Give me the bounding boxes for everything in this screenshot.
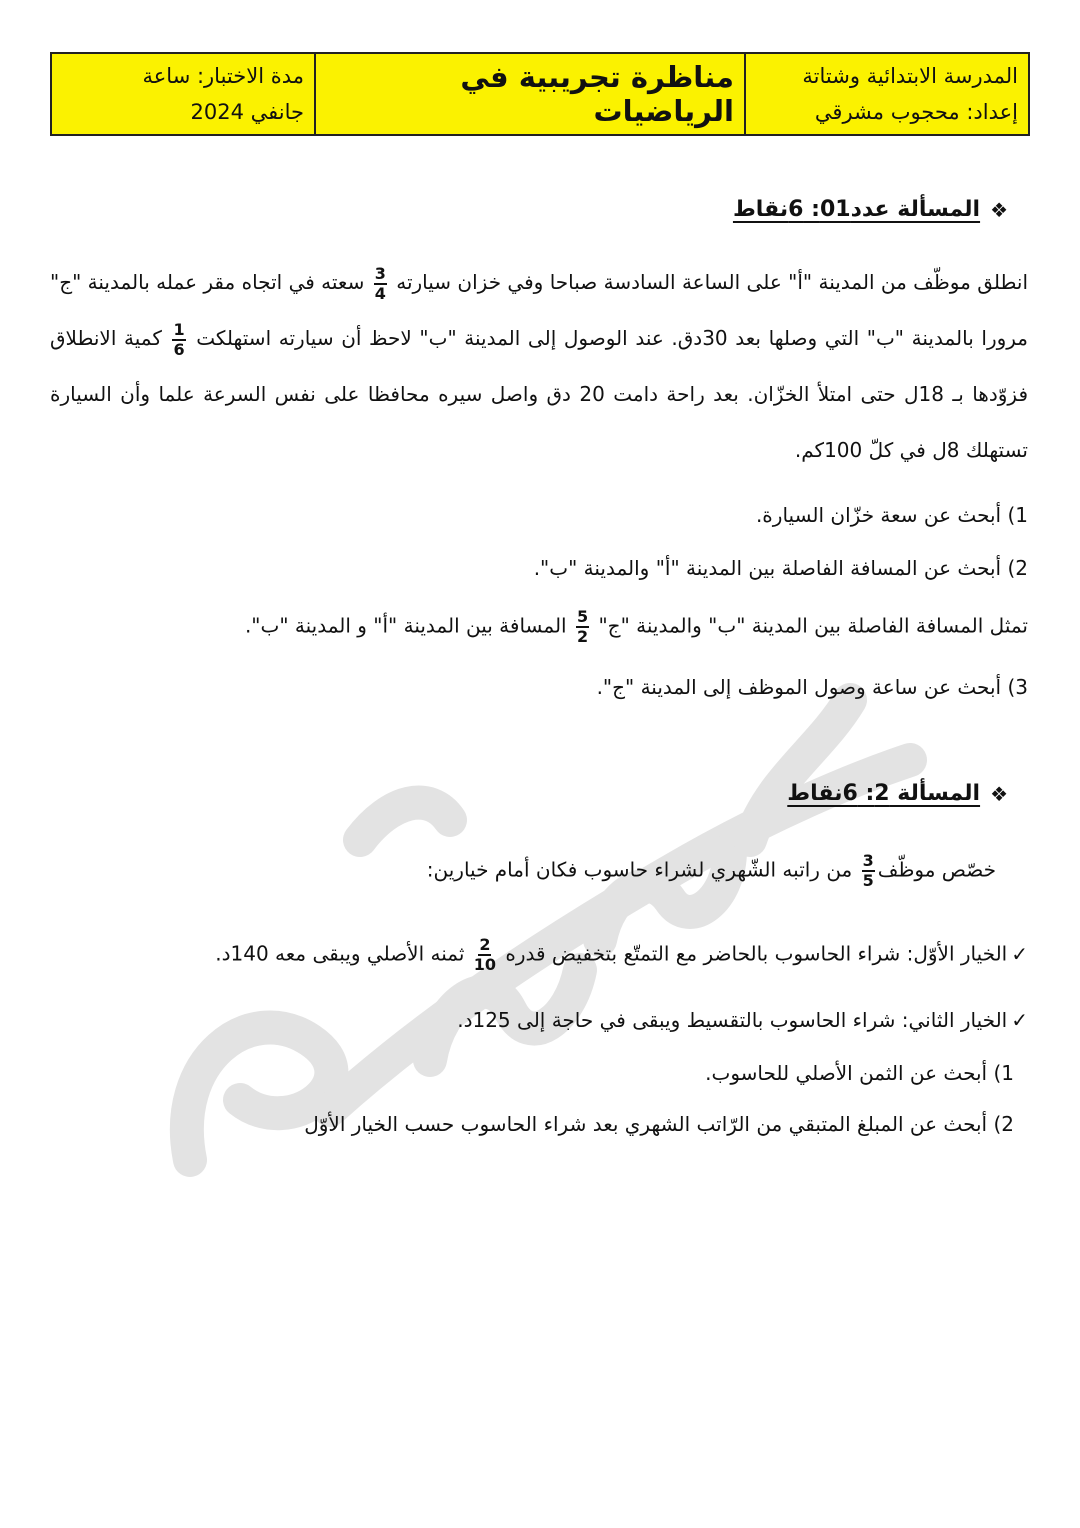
problem1-question2: 2) أبحث عن المسافة الفاصلة بين المدينة "أ" والمدينة "ب". — [533, 556, 1028, 580]
problem2-intro: خصّص موظّف $\frac{3}{5}$ من راتبه الشّهري لشراء حاسوب فكان أمام خيارين: — [426, 851, 996, 890]
problem1-question1: 1) أبحث عن سعة خزّان السيارة. — [755, 503, 1028, 527]
duration-cell — [52, 54, 314, 134]
diamond-bullet-icon: ❖ — [990, 197, 1008, 222]
fraction-three-fifths: $\frac{3}{5}$ — [862, 851, 874, 890]
problem1-text-a: انطلق موظّف من المدينة "أ" على الساعة السادسة صباحا وفي خزان سيارته — [396, 270, 1029, 294]
school-info-cell — [744, 54, 1028, 134]
fraction-two-tenths: $\frac{2}{10}$ — [473, 935, 497, 974]
problem2-question1: 1) أبحث عن الثمن الأصلي للحاسوب. — [705, 1061, 1014, 1085]
problem1-text-b: سعته في اتجاه مقر عمله بالمدينة "ج" مرورا بالمدينة "ب" التي وصلها بعد 30دق. عند الوصول إلى المدينة "ب" لاحظ أن سيارته استهلكت — [50, 270, 1029, 350]
exam-title: مناظرة تجريبية في الرياضيات — [460, 60, 734, 128]
fraction-three-quarters: $\frac{3}{4}$ — [374, 263, 386, 303]
prepared-by: إعداد: محجوب مشرقي — [814, 100, 1018, 124]
problem2-question2: 2) أبحث عن المبلغ المتبقي من الرّاتب الشهري بعد شراء الحاسوب حسب الخيار الأوّل — [304, 1112, 1014, 1136]
problem2-heading — [787, 781, 1008, 806]
problem1-statement — [50, 254, 1028, 478]
exam-title-cell — [314, 54, 744, 134]
problem1-statement-distance: تمثل المسافة الفاصلة بين المدينة "ب" والمدينة "ج" $\frac{5}{2}$ المسافة بين المدينة "أ" و المدينة "ب". — [244, 607, 1028, 646]
problem1-heading — [733, 197, 1008, 222]
check-mark-icon: ✓ — [1011, 1008, 1028, 1032]
problem1-heading-label: المسألة عدد01: 6نقاط — [732, 197, 981, 222]
fraction-one-sixth: $\frac{1}{6}$ — [173, 319, 185, 359]
exam-header — [50, 52, 1030, 136]
problem1-question3: 3) أبحث عن ساعة وصول الموظف إلى المدينة "ج". — [596, 675, 1028, 699]
diamond-bullet-icon: ❖ — [990, 781, 1008, 806]
check-mark-icon: ✓ — [1011, 941, 1028, 966]
problem2-option2: ✓الخيار الثاني: شراء الحاسوب بالتقسيط ويبقى في حاجة إلى 125د. — [457, 1008, 1028, 1032]
exam-date: جانفي 2024 — [190, 100, 304, 124]
problem2-heading-label: المسألة 2: 6نقاط — [787, 781, 981, 806]
problem1-text-c: كمية الانطلاق فزوّدها بـ 18ل حتى امتلأ الخزّان. بعد راحة دامت 20 دق واصل سيره محافظا على نفس السرعة علما وأن السيارة تستهلك 8ل في كلّ 100كم. — [50, 326, 1029, 462]
problem2-option1: ✓الخيار الأوّل: شراء الحاسوب بالحاضر مع التمتّع بتخفيض قدره $\frac{2}{10}$ ثمنه الأصلي ويبقى معه 140د. — [215, 935, 1028, 974]
fraction-five-halves: $\frac{5}{2}$ — [576, 607, 589, 646]
exam-duration: مدة الاختبار: ساعة — [142, 64, 304, 88]
school-name: المدرسة الابتدائية وشتاتة — [802, 64, 1018, 88]
